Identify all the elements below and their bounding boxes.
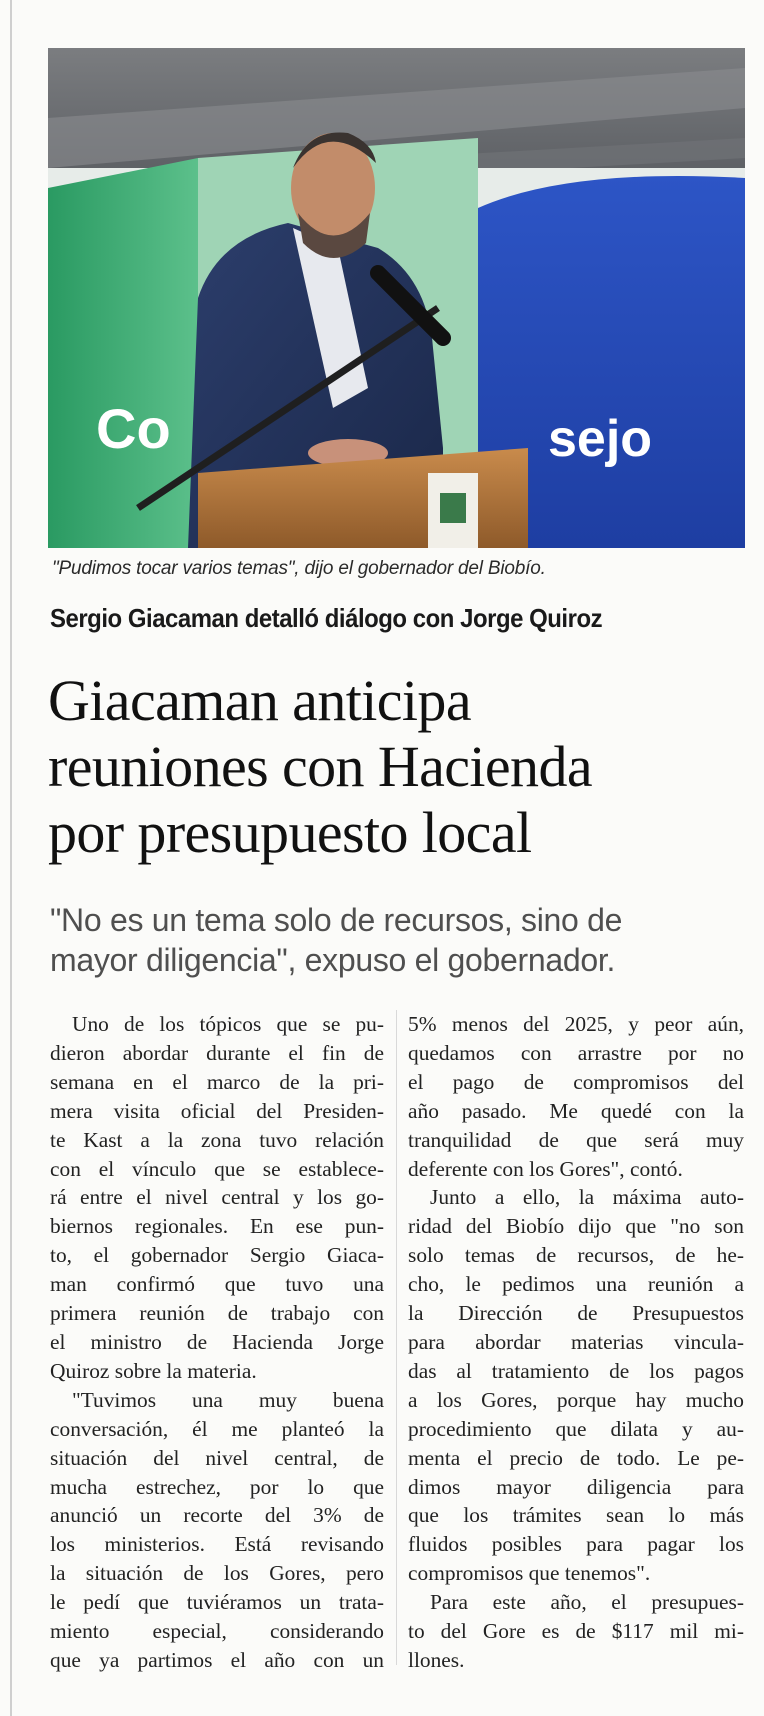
body-line: compromisos que tenemos". — [408, 1561, 651, 1586]
body-line: primera reunión de trabajo con — [50, 1301, 384, 1326]
body-line: los ministerios. Está revisando — [50, 1532, 384, 1557]
body-line: to, el gobernador Sergio Giaca- — [50, 1243, 384, 1268]
governor-speaking-photo — [48, 48, 745, 548]
body-line: to del Gore es de $117 mil mi- — [408, 1619, 744, 1644]
body-line: mucha estrechez, por lo que — [50, 1474, 384, 1499]
body-line: Para este año, el presupues- — [430, 1590, 744, 1615]
body-line: te Kast a la zona tuvo relación — [50, 1127, 384, 1152]
body-line: Uno de los tópicos que se pu- — [72, 1012, 384, 1036]
body-line: le pedí que tuviéramos un trata- — [50, 1590, 384, 1615]
deck-line: mayor diligencia", expuso el gobernador. — [50, 942, 616, 978]
column-divider — [396, 1010, 397, 1665]
body-line: mera visita oficial del Presiden- — [50, 1098, 384, 1123]
headline-line: reuniones con Hacienda — [48, 734, 593, 799]
body-line: anunció un recorte del 3% de — [50, 1503, 384, 1528]
body-line: solo temas de recursos, de he- — [408, 1243, 744, 1268]
page-edge-rule — [10, 0, 12, 1716]
body-line: dimos mayor diligencia para — [408, 1474, 744, 1499]
body-line: biernos regionales. En ese pun- — [50, 1214, 384, 1239]
body-line: 5% menos del 2025, y peor aún, — [408, 1012, 744, 1036]
body-line: con el vínculo que se establece- — [50, 1156, 384, 1181]
body-line: fluidos posibles para pagar los — [408, 1532, 744, 1557]
body-line: tranquilidad de que será muy — [408, 1127, 744, 1152]
body-line: cho, le pedimos una reunión a — [408, 1272, 744, 1297]
headline-line: por presupuesto local — [48, 800, 532, 865]
body-line: Junto a ello, la máxima auto- — [430, 1185, 744, 1210]
body-line: procedimiento que dilata y au- — [408, 1416, 744, 1441]
body-line: la situación de los Gores, pero — [50, 1561, 384, 1586]
body-line: que ya partimos el año con un — [50, 1647, 384, 1672]
body-line: deferente con los Gores", contó. — [408, 1156, 683, 1181]
banner-text-left: Co — [96, 397, 171, 460]
body-line: "Tuvimos una muy buena — [72, 1387, 384, 1412]
body-line: llones. — [408, 1647, 465, 1672]
body-line: semana en el marco de la pri- — [50, 1069, 384, 1094]
body-line: el ministro de Hacienda Jorge — [50, 1329, 384, 1354]
body-line: das al tratamiento de los pagos — [408, 1358, 744, 1383]
body-line: año pasado. Me quedé con la — [408, 1098, 744, 1123]
body-line: que los trámites sean lo más — [408, 1503, 744, 1528]
body-line: rá entre el nivel central y los go- — [50, 1185, 384, 1210]
photo-caption: "Pudimos tocar varios temas", dijo el gobernador del Biobío. — [52, 558, 546, 579]
main-headline — [48, 668, 753, 866]
body-line: man confirmó que tuvo una — [50, 1272, 384, 1297]
body-line: a los Gores, porque hay mucho — [408, 1387, 744, 1412]
body-line: dieron abordar durante el fin de — [50, 1040, 384, 1065]
body-line: para abordar materias vincula- — [408, 1329, 744, 1354]
banner-text-right: sejo — [548, 410, 653, 468]
body-line: el pago de compromisos del — [408, 1069, 744, 1094]
body-line: situación del nivel central, de — [50, 1445, 384, 1470]
body-column-left — [50, 1010, 384, 1675]
body-line: Quiroz sobre la materia. — [50, 1358, 257, 1383]
article-photo — [48, 48, 745, 548]
body-line: miento especial, considerando — [50, 1619, 384, 1644]
body-line: conversación, él me planteó la — [50, 1416, 384, 1441]
deck-subheadline — [50, 900, 750, 980]
body-column-right — [408, 1010, 744, 1675]
body-line: la Dirección de Presupuestos — [408, 1301, 744, 1326]
body-line: menta el precio de todo. Le pe- — [408, 1445, 744, 1470]
kicker-headline: Sergio Giacaman detalló diálogo con Jorge Quiroz — [50, 603, 603, 633]
body-line: ridad del Biobío dijo que "no son — [408, 1214, 744, 1239]
headline-line: Giacaman anticipa — [48, 668, 471, 733]
body-line: quedamos con arrastre por no — [408, 1040, 744, 1065]
deck-line: "No es un tema solo de recursos, sino de — [50, 902, 623, 938]
